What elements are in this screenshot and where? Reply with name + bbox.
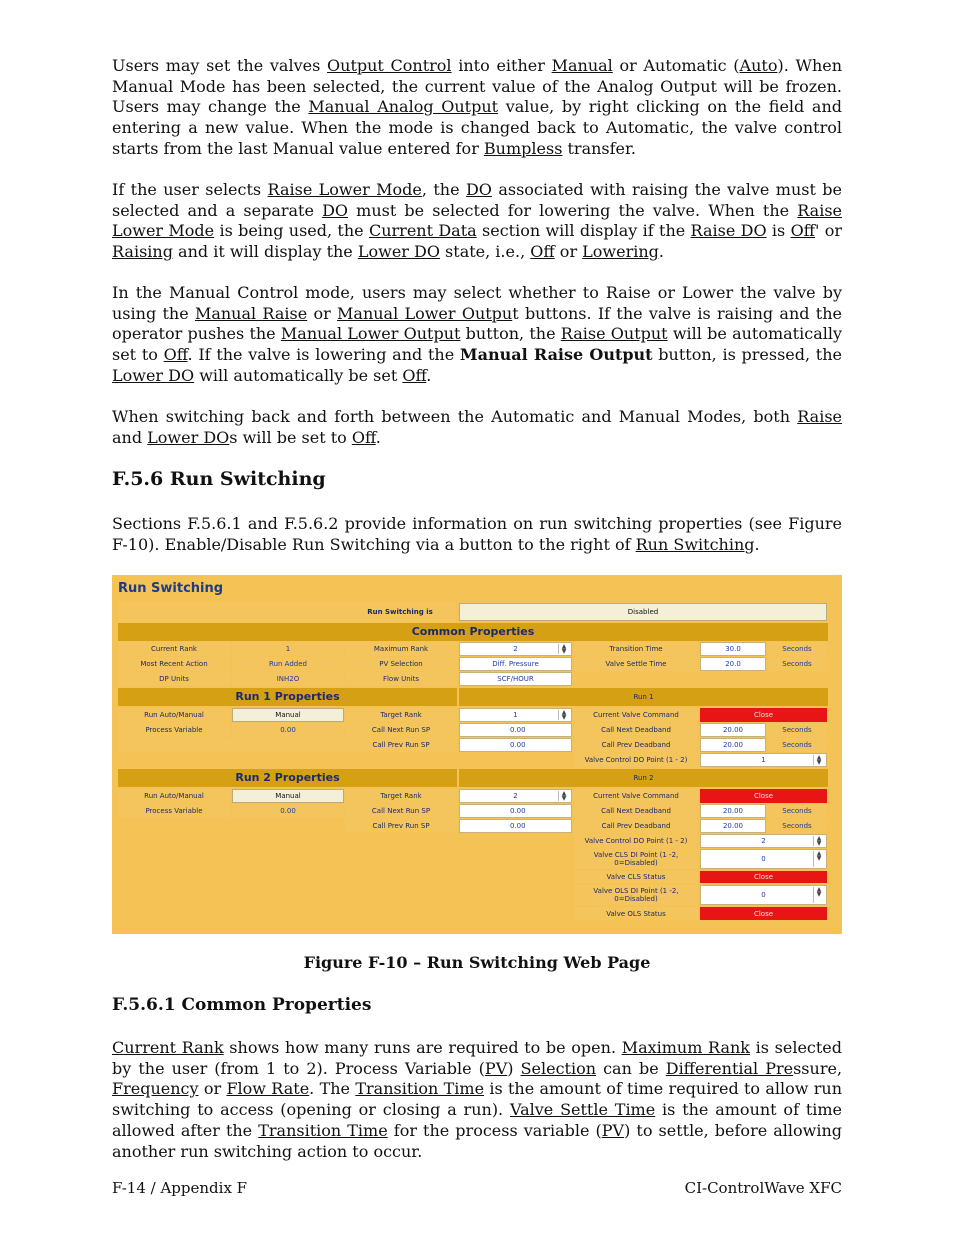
run2-vcls-status-value: Close (700, 871, 827, 883)
run2-pv-label: Process Variable (118, 804, 230, 818)
flow-units-label: Flow Units (345, 672, 457, 686)
run2-vcls-status-label: Valve CLS Status (574, 871, 698, 883)
run2-target-rank-stepper[interactable] (459, 789, 572, 803)
run1-pv-label: Process Variable (118, 723, 230, 737)
run2-vols-status-label: Valve OLS Status (574, 907, 698, 920)
run2-call-next-label: Call Next Run SP (345, 804, 457, 818)
run1-label: Run 1 (459, 688, 828, 706)
subsection-heading: F.5.6.1 Common Properties (112, 995, 372, 1015)
run2-pv-value: 0.00 (232, 804, 344, 818)
run2-vcls-label: Valve CLS DI Point (1 -2, 0=Disabled) (574, 849, 698, 869)
run2-valve-do-value: 2 (761, 837, 766, 845)
run1-manual-button[interactable]: Manual (232, 708, 344, 722)
paragraph-manual-control: In the Manual Control mode, users may select whether to Raise or Lower the valve by using the Manual Raise or Manual Lower Output buttons. If the valve is raising and the operator pushes the Manual Lower Output button, the Raise Output will be automatically set to Off. If the valve is lowering and the Manual Raise Output button, is pressed, the Lower DO will automatically be set Off. (112, 283, 843, 385)
run1-call-prev-deadband-label: Call Prev Deadband (574, 738, 698, 752)
run2-vcls-stepper[interactable] (700, 849, 827, 869)
footer-left: F-14 / Appendix F (112, 1179, 248, 1197)
pv-selection-label: PV Selection (345, 657, 457, 671)
run1-call-next-field[interactable]: 0.00 (459, 723, 572, 737)
stepper-arrows-icon[interactable]: ▲ ▼ (558, 710, 569, 720)
run1-call-next-label: Call Next Run SP (345, 723, 457, 737)
run1-properties-header: Run 1 Properties (118, 688, 457, 706)
max-rank-value: 2 (513, 645, 518, 653)
stepper-arrows-icon[interactable]: ▲ ▼ (558, 644, 569, 654)
current-rank-value: 1 (232, 642, 344, 656)
run2-vols-value: 0 (761, 891, 766, 899)
recent-action-value: Run Added (232, 657, 344, 671)
run2-call-next-deadband-unit: Seconds (767, 804, 827, 818)
run2-call-prev-field[interactable]: 0.00 (459, 819, 572, 833)
run1-target-rank-stepper[interactable] (459, 708, 572, 722)
run2-call-next-deadband-label: Call Next Deadband (574, 804, 698, 818)
flow-units-value: SCF/HOUR (459, 672, 572, 686)
run1-call-prev-field[interactable]: 0.00 (459, 738, 572, 752)
paragraph-common-properties: Current Rank shows how many runs are required to be open. Maximum Rank is selected by the user (from 1 to 2). Process Variable (PV) Selection can be Differential Pressure, Frequency or Flow Rate. The Transition Time is the amount of time required to allow run switching to access (opening or closing a run). Valve Settle Time is the amount of time allowed after the Transition Time for the process variable (PV) to settle, before allowing another run switching action to occur. (112, 1038, 843, 1161)
recent-action-label: Most Recent Action (118, 657, 230, 671)
run1-call-prev-deadband-field[interactable]: 20.00 (700, 738, 766, 752)
run2-valve-command-label: Current Valve Command (574, 789, 698, 803)
run2-call-prev-deadband-field[interactable]: 20.00 (700, 819, 766, 833)
transition-time-label: Transition Time (574, 642, 698, 656)
run1-call-prev-label: Call Prev Run SP (345, 738, 457, 752)
stepper-arrows-icon[interactable]: ▲ ▼ (813, 851, 824, 867)
run2-vcls-value: 0 (761, 855, 766, 863)
footer-right: CI-ControlWave XFC (684, 1179, 842, 1197)
run2-auto-manual-label: Run Auto/Manual (118, 789, 230, 803)
run2-target-rank-label: Target Rank (345, 789, 457, 803)
run1-valve-command-label: Current Valve Command (574, 708, 698, 722)
rs-label: Run Switching is (344, 602, 456, 622)
run2-vols-status-value: Close (700, 907, 827, 920)
run1-valve-command-value: Close (700, 708, 827, 722)
run2-label: Run 2 (459, 769, 828, 787)
run2-call-prev-deadband-label: Call Prev Deadband (574, 819, 698, 833)
valve-settle-field[interactable]: 20.0 (700, 657, 766, 671)
paragraph-switching-modes: When switching back and forth between the Automatic and Manual Modes, both Raise and Lower DOs will be set to Off. (112, 407, 842, 447)
run1-call-next-deadband-unit: Seconds (767, 723, 827, 737)
transition-time-unit: Seconds (767, 642, 827, 656)
run1-pv-value: 0.00 (232, 723, 344, 737)
run1-target-rank-label: Target Rank (345, 708, 457, 722)
run2-call-prev-label: Call Prev Run SP (345, 819, 457, 833)
run2-valve-do-stepper[interactable] (700, 834, 827, 848)
run-switching-figure (112, 575, 842, 934)
valve-settle-label: Valve Settle Time (574, 657, 698, 671)
run2-vols-label: Valve OLS DI Point (1 -2, 0=Disabled) (574, 885, 698, 905)
run2-call-next-deadband-field[interactable]: 20.00 (700, 804, 766, 818)
section-heading: F.5.6 Run Switching (112, 468, 326, 490)
max-rank-label: Maximum Rank (345, 642, 457, 656)
run1-auto-manual-label: Run Auto/Manual (118, 708, 230, 722)
figure-caption: Figure F-10 – Run Switching Web Page (303, 953, 651, 972)
run2-valve-do-label: Valve Control DO Point (1 - 2) (574, 834, 698, 848)
run-switching-toggle-button[interactable]: Disabled (459, 603, 827, 621)
run1-call-prev-deadband-unit: Seconds (767, 738, 827, 752)
max-rank-stepper[interactable] (459, 642, 572, 656)
run1-valve-do-stepper[interactable] (700, 753, 827, 767)
stepper-arrows-icon[interactable]: ▲ ▼ (813, 887, 824, 903)
common-properties-header: Common Properties (118, 623, 828, 641)
paragraph-raise-lower-mode: If the user selects Raise Lower Mode, the DO associated with raising the valve must be selected and a separate DO must be selected for lowering the valve. When the Raise Lower Mode is being used, the Current Data section will display if the Raise DO is Off' or Raising and it will display the Lower DO state, i.e., Off or Lowering. (112, 180, 843, 262)
run1-target-rank-value: 1 (513, 711, 518, 719)
paragraph-output-control: Users may set the valves Output Control into either Manual or Automatic (Auto). When Manual Mode has been selected, the current value of the Analog Output will be frozen. Users may change the Manual Analog Output value, by right clicking on the field and entering a new value. When the mode is changed back to Automatic, the valve control starts from the last Manual value entered for Bumpless transfer. (112, 56, 843, 158)
run2-valve-command-value: Close (700, 789, 827, 803)
valve-settle-unit: Seconds (767, 657, 827, 671)
run2-properties-header: Run 2 Properties (118, 769, 457, 787)
run1-valve-do-label: Valve Control DO Point (1 - 2) (574, 753, 698, 767)
run2-vols-stepper[interactable] (700, 885, 827, 905)
run2-manual-button[interactable]: Manual (232, 789, 344, 803)
run2-call-next-field[interactable]: 0.00 (459, 804, 572, 818)
run1-valve-do-value: 1 (761, 756, 766, 764)
current-rank-label: Current Rank (118, 642, 230, 656)
pv-selection-select[interactable]: Diff. Pressure (459, 657, 572, 671)
run2-call-prev-deadband-unit: Seconds (767, 819, 827, 833)
stepper-arrows-icon[interactable]: ▲ ▼ (813, 755, 824, 765)
dp-units-value: INH2O (232, 672, 344, 686)
paragraph-run-switching-intro: Sections F.5.6.1 and F.5.6.2 provide information on run switching properties (see Figure F-10). Enable/Disable Run Switching via a button to the right of Run Switching. (112, 514, 842, 554)
run1-call-next-deadband-field[interactable]: 20.00 (700, 723, 766, 737)
figure-title: Run Switching (118, 581, 224, 596)
stepper-arrows-icon[interactable]: ▲ ▼ (813, 836, 824, 846)
stepper-arrows-icon[interactable]: ▲ ▼ (558, 791, 569, 801)
run1-call-next-deadband-label: Call Next Deadband (574, 723, 698, 737)
dp-units-label: DP Units (118, 672, 230, 686)
run2-target-rank-value: 2 (513, 792, 518, 800)
transition-time-field[interactable]: 30.0 (700, 642, 766, 656)
